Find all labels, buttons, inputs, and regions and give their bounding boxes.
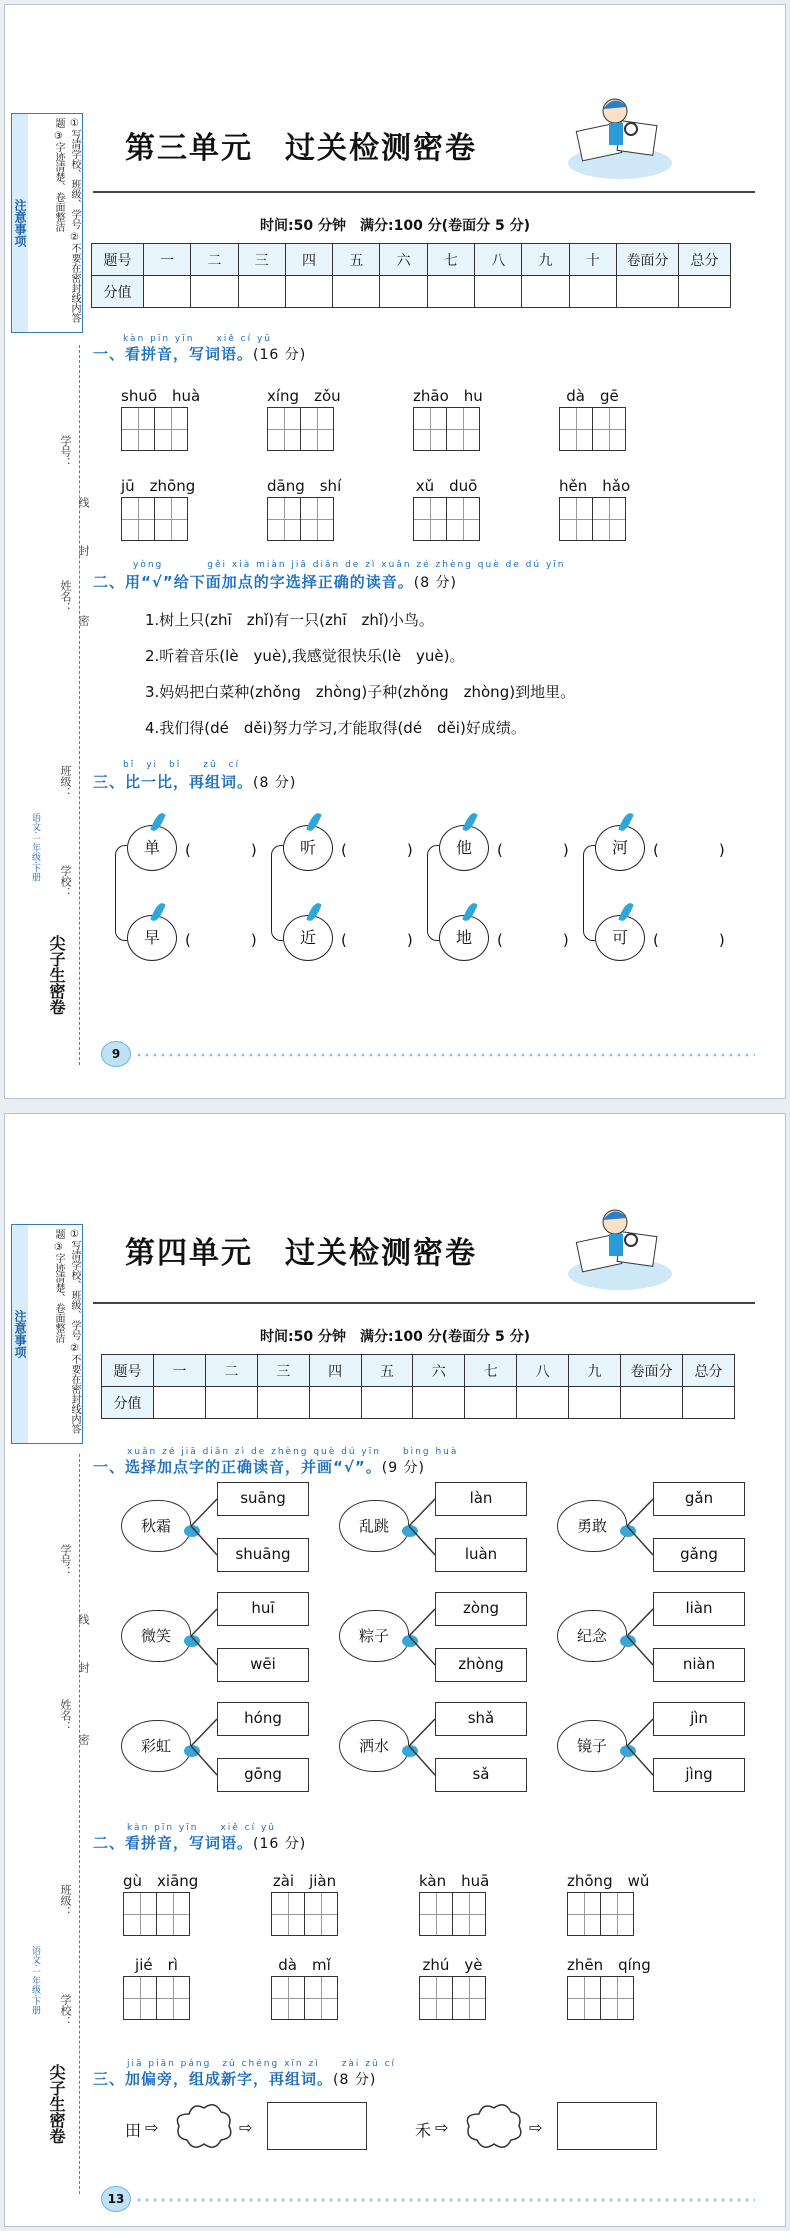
binding-margin bbox=[5, 5, 90, 1098]
reading-kid-icon bbox=[565, 1204, 675, 1294]
arrow-right-icon: ⇨ bbox=[145, 2118, 159, 2137]
score-input-cell[interactable] bbox=[154, 1387, 206, 1419]
reading-option[interactable]: zòng bbox=[435, 1592, 527, 1626]
apple-char: 近 bbox=[283, 915, 333, 961]
score-input-cell[interactable] bbox=[257, 1387, 309, 1419]
hedgehog-word: 勇敢 bbox=[557, 1500, 627, 1552]
reading-option[interactable]: gōng bbox=[217, 1758, 309, 1792]
pinyin-writing-item: gù xiāng bbox=[123, 1870, 198, 1936]
score-input-cell[interactable] bbox=[465, 1387, 517, 1419]
score-col: 六 bbox=[380, 244, 427, 276]
exam-sheet-unit3 bbox=[4, 4, 786, 1099]
score-input-cell[interactable] bbox=[191, 276, 238, 308]
score-col: 九 bbox=[569, 1355, 621, 1387]
writing-cell[interactable] bbox=[413, 497, 447, 541]
class-label: 班级： bbox=[59, 1884, 72, 1917]
section2-pinyin: yòng gěi xià miàn jiā diǎn de zì xuǎn zé zhèng què de dú yīn bbox=[133, 560, 566, 570]
reading-option[interactable]: shuāng bbox=[217, 1538, 309, 1572]
student-id-label: 学号： bbox=[59, 1544, 72, 1577]
footer-dots bbox=[135, 2198, 755, 2202]
apple-char: 河 bbox=[595, 825, 645, 871]
pinyin-writing-item: zhōng wǔ bbox=[567, 1870, 649, 1936]
reading-option[interactable]: hóng bbox=[217, 1702, 309, 1736]
score-input-cell[interactable] bbox=[475, 276, 522, 308]
writing-cell[interactable] bbox=[446, 407, 480, 451]
reading-option[interactable]: làn bbox=[435, 1482, 527, 1516]
score-input-cell[interactable] bbox=[517, 1387, 569, 1419]
apple-char: 可 bbox=[595, 915, 645, 961]
base-char: 禾 bbox=[415, 2121, 432, 2140]
notice-tag: 注意事项 bbox=[12, 114, 28, 332]
score-input-cell[interactable] bbox=[285, 276, 332, 308]
question-line: 3.妈妈把白菜种(zhǒng zhòng)子种(zhǒng zhòng)到地里。 bbox=[145, 683, 576, 701]
section2-title: 二、用“√”给下面加点的字选择正确的读音。(8 分) bbox=[93, 573, 458, 591]
word-blank[interactable]: ( ) bbox=[185, 841, 257, 859]
score-col: 三 bbox=[238, 244, 285, 276]
writing-cell[interactable] bbox=[267, 407, 301, 451]
grade-label: 语文·一年级·下册 bbox=[30, 1946, 40, 2015]
reading-option[interactable]: zhòng bbox=[435, 1648, 527, 1682]
reading-option[interactable]: niàn bbox=[653, 1648, 745, 1682]
page-title: 第四单元 过关检测密卷 bbox=[125, 1236, 477, 1271]
writing-cell[interactable] bbox=[156, 1892, 190, 1936]
writing-cell[interactable] bbox=[300, 497, 334, 541]
pinyin-writing-item: xǔ duō bbox=[413, 475, 480, 541]
pair-brace bbox=[271, 845, 283, 941]
question-line: 4.我们得(dé děi)努力学习,才能取得(dé děi)好成绩。 bbox=[145, 719, 526, 737]
cloud-blank[interactable] bbox=[463, 2100, 525, 2152]
score-input-cell[interactable] bbox=[621, 1387, 683, 1419]
seal-char-mi: 密 bbox=[77, 615, 90, 626]
seal-char-feng: 封 bbox=[77, 1662, 90, 1673]
reading-option[interactable]: gǎng bbox=[653, 1538, 745, 1572]
reading-option[interactable]: huī bbox=[217, 1592, 309, 1626]
score-col: 五 bbox=[361, 1355, 413, 1387]
apple-char: 地 bbox=[439, 915, 489, 961]
writing-cell[interactable] bbox=[592, 497, 626, 541]
writing-cell[interactable] bbox=[559, 497, 593, 541]
pair-brace bbox=[427, 845, 439, 941]
word-blank[interactable]: ( ) bbox=[185, 931, 257, 949]
score-input-cell[interactable] bbox=[679, 276, 731, 308]
score-col: 四 bbox=[309, 1355, 361, 1387]
school-label: 学校： bbox=[59, 865, 72, 898]
score-col: 五 bbox=[333, 244, 380, 276]
section2-title: 二、看拼音，写词语。(16 分) bbox=[93, 1834, 307, 1852]
reading-option[interactable]: sǎ bbox=[435, 1758, 527, 1792]
score-table-head-value: 分值 bbox=[102, 1387, 154, 1419]
score-input-cell[interactable] bbox=[238, 276, 285, 308]
word-blank[interactable]: ( ) bbox=[341, 841, 413, 859]
reading-option[interactable]: wēi bbox=[217, 1648, 309, 1682]
writing-cell[interactable] bbox=[123, 1892, 157, 1936]
writing-cell[interactable] bbox=[567, 1892, 601, 1936]
score-table bbox=[91, 243, 731, 308]
exam-sheet-unit4 bbox=[4, 1113, 786, 2227]
score-col: 六 bbox=[413, 1355, 465, 1387]
score-col: 十 bbox=[569, 244, 616, 276]
score-input-cell[interactable] bbox=[333, 276, 380, 308]
section1-pinyin: kàn pīn yīn xiě cí yǔ bbox=[123, 334, 273, 344]
time-score-line: 时间:50 分钟 满分:100 分(卷面分 5 分) bbox=[260, 218, 530, 234]
word-blank[interactable]: ( ) bbox=[653, 841, 725, 859]
writing-cell[interactable] bbox=[304, 1976, 338, 2020]
pinyin-writing-item: hěn hǎo bbox=[559, 475, 630, 541]
footer-dots bbox=[135, 1053, 755, 1057]
apple-char: 单 bbox=[127, 825, 177, 871]
question-line: 2.听着音乐(lè yuè),我感觉很快乐(lè yuè)。 bbox=[145, 647, 465, 665]
hedgehog-word: 乱跳 bbox=[339, 1500, 409, 1552]
grade-label: 语文·一年级·下册 bbox=[30, 813, 40, 882]
pinyin-writing-item: zhāo hu bbox=[413, 385, 483, 451]
writing-cell[interactable] bbox=[121, 497, 155, 541]
reading-kid-icon bbox=[565, 93, 675, 183]
pinyin-writing-item: shuō huà bbox=[121, 385, 200, 451]
writing-cell[interactable] bbox=[567, 1976, 601, 2020]
score-col: 八 bbox=[475, 244, 522, 276]
score-col: 八 bbox=[517, 1355, 569, 1387]
score-col: 总分 bbox=[679, 244, 731, 276]
writing-cell[interactable] bbox=[600, 1976, 634, 2020]
name-label: 姓名： bbox=[59, 580, 72, 613]
hedgehog-word: 彩虹 bbox=[121, 1720, 191, 1772]
score-col: 总分 bbox=[683, 1355, 735, 1387]
score-input-cell[interactable] bbox=[361, 1387, 413, 1419]
word-blank[interactable]: ( ) bbox=[341, 931, 413, 949]
section3-title: 三、比一比，再组词。(8 分) bbox=[93, 773, 297, 791]
pinyin-writing-item: dà gē bbox=[559, 385, 626, 451]
section1-title: 一、看拼音，写词语。(16 分) bbox=[93, 345, 307, 363]
score-input-cell[interactable] bbox=[413, 1387, 465, 1419]
notice-tag: 注意事项 bbox=[12, 1225, 28, 1443]
notice-rules: ①写清学校、班级、学号 ②不要在密封线内答题 ③字迹清楚、卷面整洁 bbox=[53, 118, 80, 324]
writing-cell[interactable] bbox=[267, 497, 301, 541]
pair-brace bbox=[115, 845, 127, 941]
pinyin-writing-item: zài jiàn bbox=[271, 1870, 338, 1936]
score-col: 二 bbox=[191, 244, 238, 276]
score-col: 九 bbox=[522, 244, 569, 276]
score-input-cell[interactable] bbox=[309, 1387, 361, 1419]
writing-cell[interactable] bbox=[559, 407, 593, 451]
arrow-right-icon: ⇨ bbox=[529, 2118, 543, 2137]
hedgehog-word: 粽子 bbox=[339, 1610, 409, 1662]
score-table bbox=[101, 1354, 735, 1419]
brand-label: 尖子生密卷 bbox=[47, 2064, 66, 2144]
pinyin-writing-item: xíng zǒu bbox=[267, 385, 341, 451]
question-line: 1.树上只(zhī zhǐ)有一只(zhī zhǐ)小鸟。 bbox=[145, 611, 434, 629]
writing-cell[interactable] bbox=[271, 1976, 305, 2020]
school-label: 学校： bbox=[59, 1994, 72, 2027]
student-id-label: 学号： bbox=[59, 435, 72, 468]
word-blank[interactable]: ( ) bbox=[497, 841, 569, 859]
reading-option[interactable]: suāng bbox=[217, 1482, 309, 1516]
score-input-cell[interactable] bbox=[205, 1387, 257, 1419]
score-input-cell[interactable] bbox=[427, 276, 474, 308]
writing-cell[interactable] bbox=[304, 1892, 338, 1936]
reading-option[interactable]: gǎn bbox=[653, 1482, 745, 1516]
writing-cell[interactable] bbox=[452, 1976, 486, 2020]
reading-option[interactable]: liàn bbox=[653, 1592, 745, 1626]
score-input-cell[interactable] bbox=[569, 1387, 621, 1419]
page-title: 第三单元 过关检测密卷 bbox=[125, 131, 477, 166]
seal-char-feng: 封 bbox=[77, 545, 90, 556]
name-label: 姓名： bbox=[59, 1699, 72, 1732]
score-input-cell[interactable] bbox=[380, 276, 427, 308]
section3-title: 三、加偏旁，组成新字，再组词。(8 分) bbox=[93, 2070, 377, 2088]
score-col: 一 bbox=[154, 1355, 206, 1387]
word-answer-box[interactable] bbox=[267, 2102, 367, 2150]
apple-char: 他 bbox=[439, 825, 489, 871]
score-col: 七 bbox=[427, 244, 474, 276]
score-table-head-number: 题号 bbox=[102, 1355, 154, 1387]
pinyin-writing-item: zhú yè bbox=[419, 1954, 486, 2020]
writing-cell[interactable] bbox=[154, 497, 188, 541]
score-input-cell[interactable] bbox=[522, 276, 569, 308]
brand-label: 尖子生密卷 bbox=[47, 935, 66, 1015]
writing-cell[interactable] bbox=[413, 407, 447, 451]
pinyin-writing-item: jié rì bbox=[123, 1954, 190, 2020]
word-blank[interactable]: ( ) bbox=[497, 931, 569, 949]
writing-cell[interactable] bbox=[300, 407, 334, 451]
word-blank[interactable]: ( ) bbox=[653, 931, 725, 949]
hedgehog-word: 洒水 bbox=[339, 1720, 409, 1772]
seal-char-mi: 密 bbox=[77, 1734, 90, 1745]
score-col: 卷面分 bbox=[621, 1355, 683, 1387]
arrow-right-icon: ⇨ bbox=[239, 2118, 253, 2137]
cloud-blank[interactable] bbox=[173, 2100, 235, 2152]
score-col: 四 bbox=[285, 244, 332, 276]
binding-margin bbox=[5, 1114, 90, 2226]
section2-pinyin: kàn pīn yīn xiě cí yǔ bbox=[127, 1823, 277, 1833]
writing-cell[interactable] bbox=[271, 1892, 305, 1936]
score-input-cell[interactable] bbox=[569, 276, 616, 308]
seal-line bbox=[79, 1454, 80, 2194]
pair-brace bbox=[583, 845, 595, 941]
pinyin-writing-item: jū zhōng bbox=[121, 475, 195, 541]
score-input-cell[interactable] bbox=[144, 276, 191, 308]
writing-cell[interactable] bbox=[123, 1976, 157, 2020]
time-score-line: 时间:50 分钟 满分:100 分(卷面分 5 分) bbox=[260, 1329, 530, 1345]
arrow-right-icon: ⇨ bbox=[435, 2118, 449, 2137]
reading-option[interactable]: jìng bbox=[653, 1758, 745, 1792]
page-number: 9 bbox=[101, 1041, 131, 1067]
apple-char: 听 bbox=[283, 825, 333, 871]
section3-pinyin: bǐ yi bǐ zǔ cí bbox=[123, 760, 241, 770]
score-col: 七 bbox=[465, 1355, 517, 1387]
pinyin-writing-item: dāng shí bbox=[267, 475, 341, 541]
seal-char-xian: 线 bbox=[77, 497, 90, 508]
reading-option[interactable]: jìn bbox=[653, 1702, 745, 1736]
seal-char-xian: 线 bbox=[77, 1614, 90, 1625]
section3-pinyin: jiā piān páng zǔ chéng xīn zì zài zǔ cí bbox=[127, 2059, 397, 2069]
class-label: 班级： bbox=[59, 765, 72, 798]
writing-cell[interactable] bbox=[452, 1892, 486, 1936]
score-col: 卷面分 bbox=[617, 244, 679, 276]
writing-cell[interactable] bbox=[592, 407, 626, 451]
score-input-cell[interactable] bbox=[683, 1387, 735, 1419]
hedgehog-word: 纪念 bbox=[557, 1610, 627, 1662]
pinyin-writing-item: dà mǐ bbox=[271, 1954, 338, 2020]
reading-option[interactable]: luàn bbox=[435, 1538, 527, 1572]
base-char: 田 bbox=[125, 2121, 142, 2140]
pinyin-writing-item: zhēn qíng bbox=[567, 1954, 651, 2020]
score-table-head-number: 题号 bbox=[92, 244, 144, 276]
score-col: 三 bbox=[257, 1355, 309, 1387]
writing-cell[interactable] bbox=[446, 497, 480, 541]
page-number: 13 bbox=[101, 2186, 131, 2212]
score-table-head-value: 分值 bbox=[92, 276, 144, 308]
title-rule bbox=[93, 1302, 755, 1304]
hedgehog-word: 镜子 bbox=[557, 1720, 627, 1772]
section1-pinyin: xuǎn zé jiā diǎn zì de zhèng què dú yīn bìng huà bbox=[127, 1447, 459, 1457]
word-answer-box[interactable] bbox=[557, 2102, 657, 2150]
reading-option[interactable]: shǎ bbox=[435, 1702, 527, 1736]
score-col: 一 bbox=[144, 244, 191, 276]
pinyin-writing-item: kàn huā bbox=[419, 1870, 489, 1936]
writing-cell[interactable] bbox=[121, 407, 155, 451]
seal-line bbox=[79, 345, 80, 1065]
writing-cell[interactable] bbox=[600, 1892, 634, 1936]
title-rule bbox=[93, 191, 755, 193]
score-input-cell[interactable] bbox=[617, 276, 679, 308]
notice-rules: ①写清学校、班级、学号 ②不要在密封线内答题 ③字迹清楚、卷面整洁 bbox=[53, 1229, 80, 1435]
writing-cell[interactable] bbox=[154, 407, 188, 451]
writing-cell[interactable] bbox=[419, 1892, 453, 1936]
apple-char: 早 bbox=[127, 915, 177, 961]
score-col: 二 bbox=[205, 1355, 257, 1387]
section1-title: 一、选择加点字的正确读音，并画“√”。(9 分) bbox=[93, 1458, 426, 1476]
hedgehog-word: 秋霜 bbox=[121, 1500, 191, 1552]
writing-cell[interactable] bbox=[419, 1976, 453, 2020]
writing-cell[interactable] bbox=[156, 1976, 190, 2020]
hedgehog-word: 微笑 bbox=[121, 1610, 191, 1662]
